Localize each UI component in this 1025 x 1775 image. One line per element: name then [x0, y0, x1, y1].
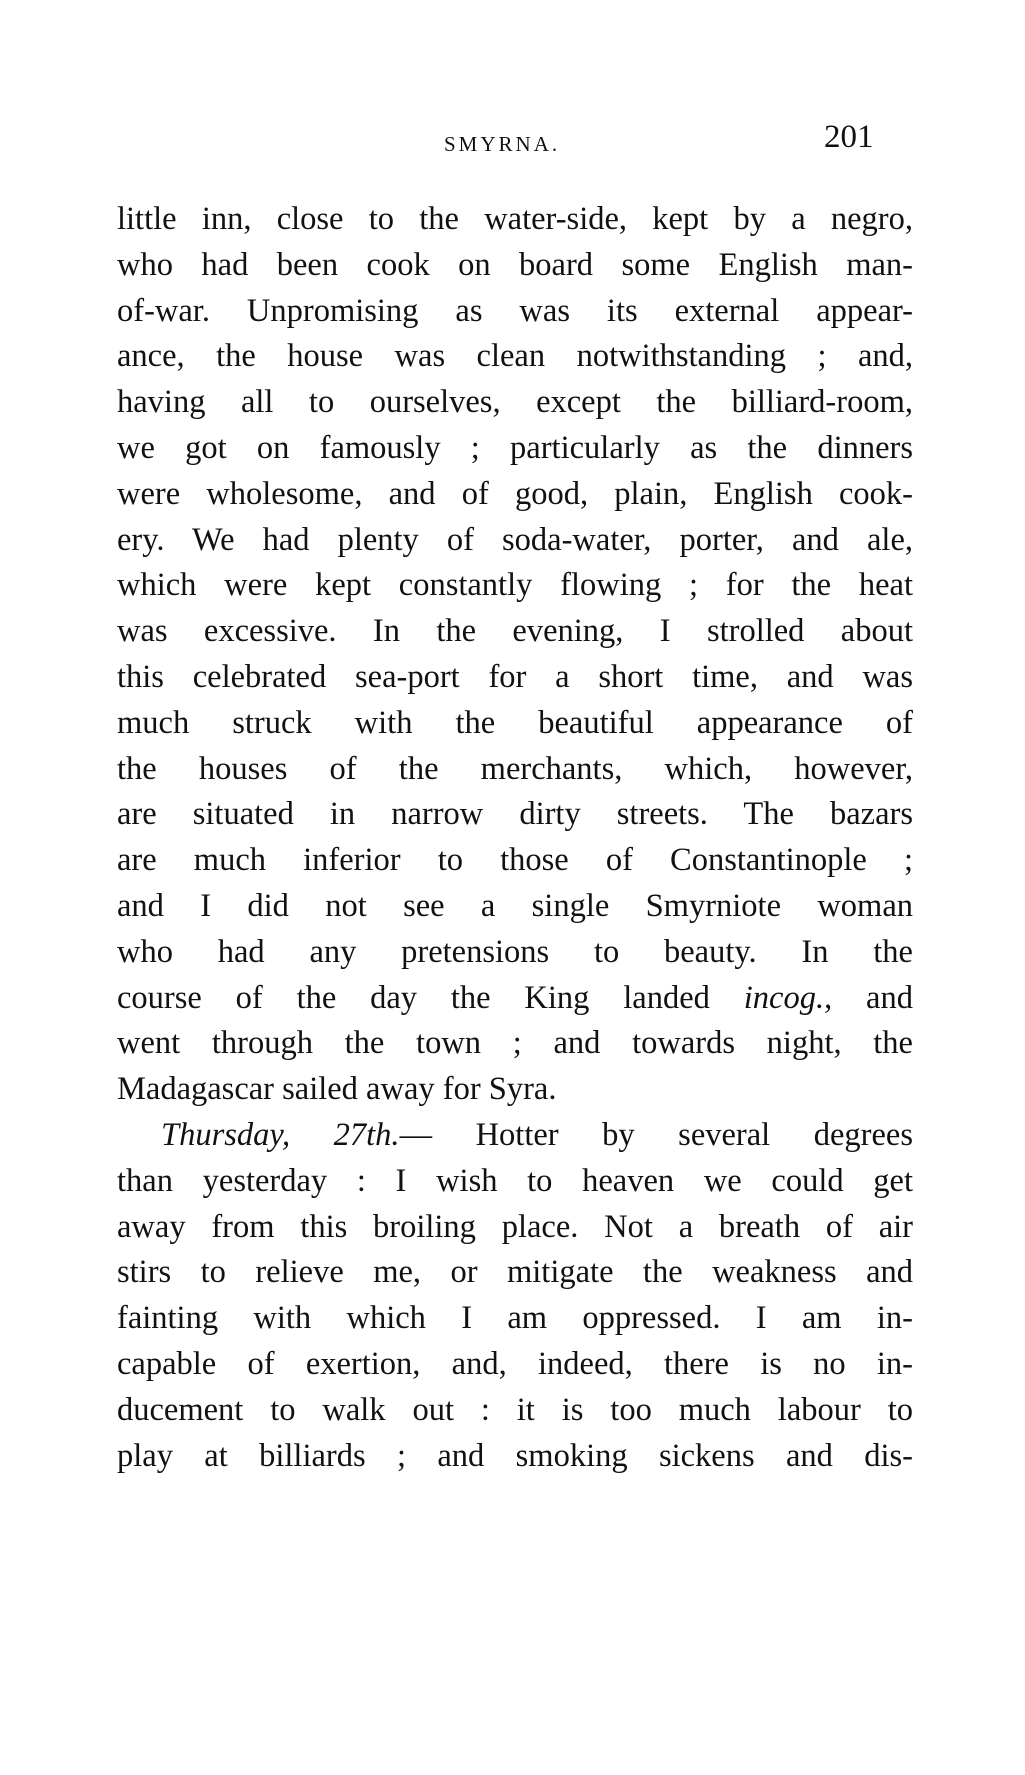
text-segment: , and: [824, 979, 913, 1016]
text-line: fainting with which I am oppressed. I am in-: [117, 1300, 913, 1337]
text-line: were wholesome, and of good, plain, English cook-: [117, 475, 913, 512]
text-line: ery. We had plenty of soda-water, porter, and ale,: [117, 521, 913, 558]
text-line: ducement to walk out : it is too much labour to: [117, 1391, 913, 1428]
text-segment: course of the day the King landed: [117, 979, 744, 1016]
text-segment: — Hotter by several degrees: [399, 1116, 913, 1153]
text-line: was excessive. In the evening, I strolled about: [117, 613, 913, 650]
text-line: away from this broiling place. Not a breath of air: [117, 1208, 913, 1245]
text-line: we got on famously ; particularly as the dinners: [117, 429, 913, 466]
running-title: SMYRNA.: [444, 132, 561, 156]
text-line: who had been cook on board some English man-: [117, 246, 913, 283]
text-line: this celebrated sea-port for a short time, and was: [117, 658, 913, 695]
text-line: much struck with the beautiful appearance of: [117, 704, 913, 741]
text-line: play at billiards ; and smoking sickens and dis-: [117, 1437, 913, 1474]
text-line: are situated in narrow dirty streets. The bazars: [117, 796, 913, 833]
text-line: stirs to relieve me, or mitigate the weakness and: [117, 1254, 913, 1291]
text-line: having all to ourselves, except the billiard-room,: [117, 384, 913, 421]
text-line: the houses of the merchants, which, however,: [117, 750, 913, 787]
text-line: and I did not see a single Smyrniote woman: [117, 887, 913, 924]
text-line: which were kept constantly flowing ; for the heat: [117, 567, 913, 604]
paragraph-last-line: Madagascar sailed away for Syra.: [117, 1071, 557, 1108]
text-line: who had any pretensions to beauty. In the: [117, 933, 913, 970]
journal-entry-line: [117, 1113, 913, 1159]
entry-date: Thursday, 27th.: [161, 1116, 400, 1153]
text-line: [117, 976, 913, 1022]
italic-word: incog.: [743, 979, 825, 1016]
page-number: 201: [824, 119, 874, 155]
body-text: [117, 197, 913, 1479]
text-line: are much inferior to those of Constantinople ;: [117, 842, 913, 879]
text-line: ance, the house was clean notwithstanding ; and,: [117, 338, 913, 375]
text-line: went through the town ; and towards night, the: [117, 1025, 913, 1062]
text-line: of-war. Unpromising as was its external appear-: [117, 292, 913, 329]
text-line: little inn, close to the water-side, kept by a negro,: [117, 201, 913, 237]
text-line: capable of exertion, and, indeed, there is no in-: [117, 1345, 913, 1382]
text-line: than yesterday : I wish to heaven we could get: [117, 1162, 913, 1199]
